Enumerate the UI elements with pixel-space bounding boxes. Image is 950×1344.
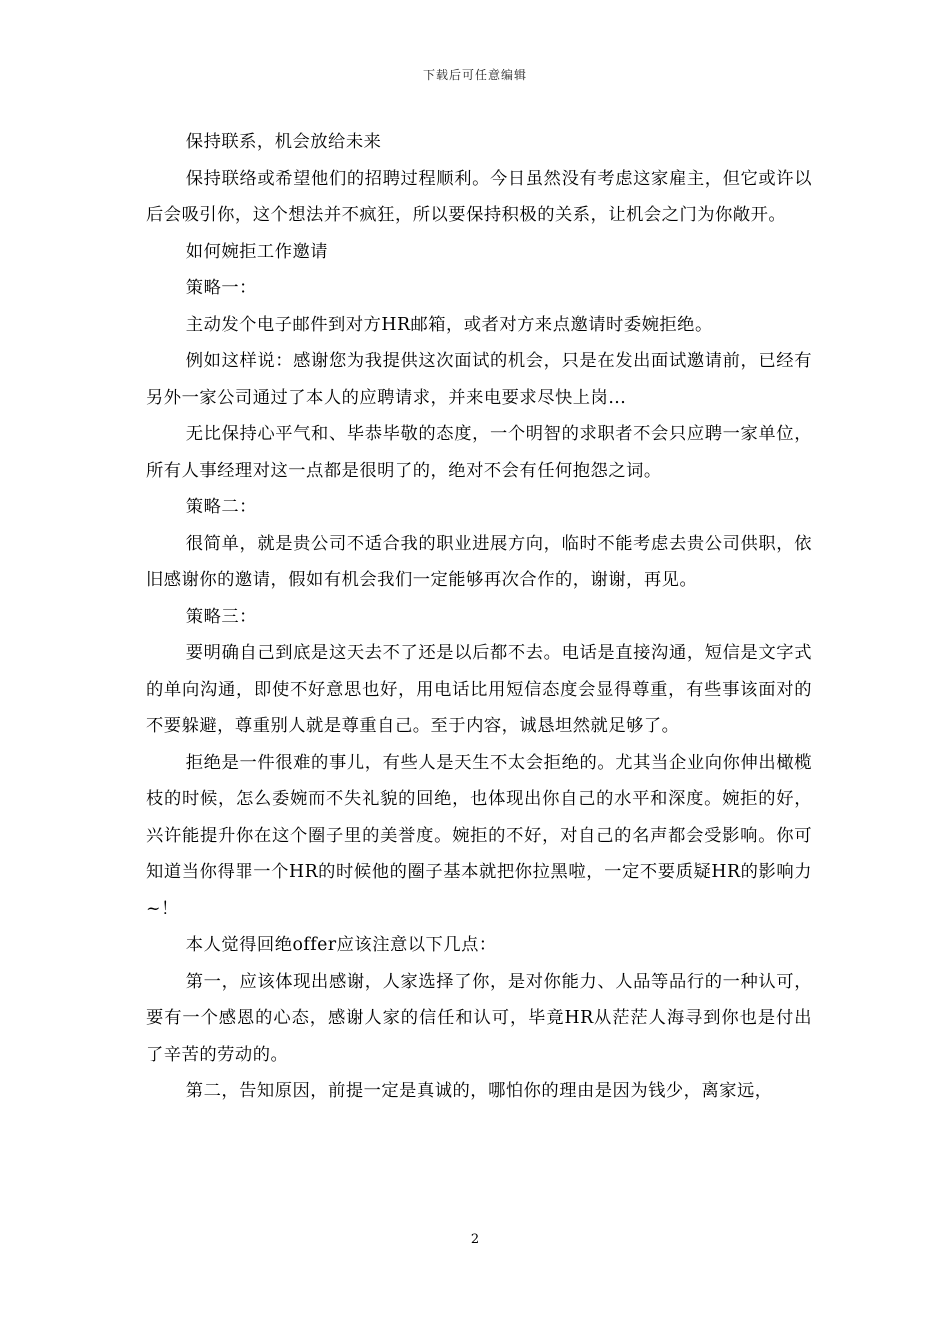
paragraph: 很简单，就是贵公司不适合我的职业进展方向，临时不能考虑去贵公司供职，依旧感谢你的邀请，假如有机会我们一定能够再次合作的，谢谢，再见。 (146, 533, 812, 590)
paragraph: 无比保持心平气和、毕恭毕敬的态度，一个明智的求职者不会只应聘一家单位，所有人事经理对这一点都是很明了的，绝对不会有任何抱怨之词。 (146, 424, 812, 481)
paragraph: 保持联系，机会放给未来 (185, 132, 382, 152)
paragraph: 要明确自己到底是这天去不了还是以后都不去。电话是直接沟通，短信是文字式的单向沟通，即使不好意思也好，用电话比用短信态度会显得尊重，有些事该面对的不要躲避，尊重别人就是尊重自己。至于内容，诚恳坦然就足够了。 (146, 643, 812, 736)
paragraph: 拒绝是一件很难的事儿，有些人是天生不太会拒绝的。尤其当企业向你伸出橄榄枝的时候，怎么委婉而不失礼貌的回绝，也体现出你自己的水平和深度。婉拒的好，兴许能提升你在这个圈子里的美誉度。婉拒的不好，对自己的名声都会受影响。你可知道当你得罪一个HR的时候他的圈子基本就把你拉黑啦，一定不要质疑HR的影响力~！ (146, 752, 812, 919)
paragraph: 策略二： (185, 497, 257, 517)
paragraph: 保持联络或希望他们的招聘过程顺利。今日虽然没有考虑这家雇主，但它或许以后会吸引你，这个想法并不疯狂，所以要保持积极的关系，让机会之门为你敞开。 (146, 168, 812, 225)
paragraph: 主动发个电子邮件到对方HR邮箱，或者对方来点邀请时委婉拒绝。 (185, 314, 713, 335)
page-header: 下载后可任意编辑 (422, 68, 527, 82)
paragraph: 第一，应该体现出感谢，人家选择了你，是对你能力、人品等品行的一种认可，要有一个感恩的心态，感谢人家的信任和认可，毕竟HR从茫茫人海寻到你也是付出了辛苦的劳动的。 (146, 971, 812, 1065)
paragraph: 策略一： (185, 278, 257, 298)
paragraph: 第二，告知原因，前提一定是真诚的，哪怕你的理由是因为钱少，离家远， (185, 1081, 773, 1101)
paragraph: 本人觉得回绝offer应该注意以下几点： (185, 935, 497, 955)
paragraph: 如何婉拒工作邀请 (185, 241, 329, 262)
page-number: 2 (470, 1232, 480, 1247)
paragraph: 例如这样说：感谢您为我提供这次面试的机会，只是在发出面试邀请前，已经有另外一家公司通过了本人的应聘请求，并来电要求尽快上岗... (146, 351, 812, 408)
paragraph: 策略三： (185, 606, 257, 627)
document-body (146, 124, 812, 1110)
